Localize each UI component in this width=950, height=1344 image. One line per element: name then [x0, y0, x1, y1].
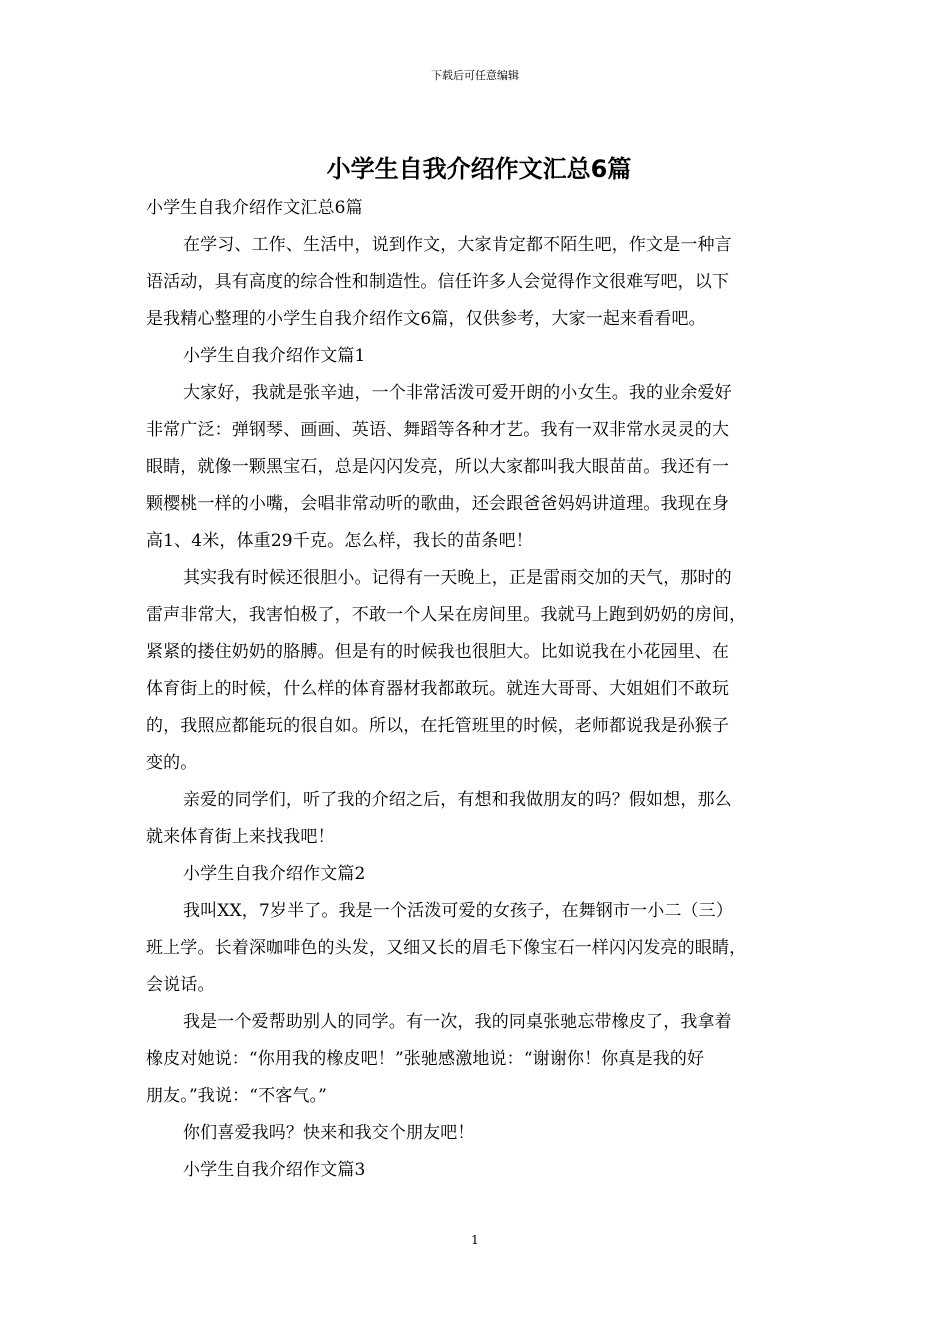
- paragraph-line: 我是一个爱帮助别人的同学。有一次，我的同桌张驰忘带橡皮了，我拿着: [183, 1012, 732, 1032]
- paragraph-line: 在学习、工作、生活中，说到作文，大家肯定都不陌生吧，作文是一种言: [183, 235, 732, 255]
- paragraph-line: 是我精心整理的小学生自我介绍作文6篇，仅供参考，大家一起来看看吧。: [146, 309, 706, 329]
- subtitle-line: 小学生自我介绍作文汇总6篇: [146, 198, 363, 218]
- document-title: 小学生自我介绍作文汇总6篇: [326, 155, 632, 183]
- paragraph-line: 眼睛，就像一颗黑宝石，总是闪闪发亮，所以大家都叫我大眼苗苗。我还有一: [146, 457, 730, 477]
- paragraph-line: 体育街上的时候，什么样的体育器材我都敢玩。就连大哥哥、大姐姐们不敢玩: [146, 679, 730, 699]
- paragraph-line: 其实我有时候还很胆小。记得有一天晚上，正是雷雨交加的天气，那时的: [183, 568, 732, 588]
- page-number: 1: [471, 1233, 479, 1247]
- paragraph-line: 班上学。长着深咖啡色的头发，又细又长的眉毛下像宝石一样闪闪发亮的眼睛，: [146, 938, 747, 958]
- paragraph-line: 变的。: [146, 753, 198, 773]
- paragraph-line: 紧紧的搂住奶奶的胳膊。但是有的时候我也很胆大。比如说我在小花园里、在: [146, 642, 730, 662]
- paragraph-line: 高1、4米，体重29千克。怎么样，我长的苗条吧！: [146, 531, 533, 551]
- paragraph-line: 的，我照应都能玩的很自如。所以，在托管班里的时候，老师都说我是孙猴子: [146, 716, 730, 736]
- paragraph-line: 雷声非常大，我害怕极了，不敢一个人呆在房间里。我就马上跑到奶奶的房间，: [146, 605, 747, 625]
- paragraph-line: 亲爱的同学们，听了我的介绍之后，有想和我做朋友的吗？假如想，那么: [183, 790, 732, 810]
- section-heading: 小学生自我介绍作文篇3: [183, 1160, 366, 1180]
- paragraph-line: 颗樱桃一样的小嘴，会唱非常动听的歌曲，还会跟爸爸妈妈讲道理。我现在身: [146, 494, 730, 514]
- paragraph-line: 你们喜爱我吗？快来和我交个朋友吧！: [183, 1123, 475, 1143]
- paragraph-line: 大家好，我就是张辛迪，一个非常活泼可爱开朗的小女生。我的业余爱好: [183, 383, 732, 403]
- paragraph-line: 我叫XX，7岁半了。我是一个活泼可爱的女孩子，在舞钢市一小二（三）: [183, 901, 733, 921]
- paragraph-line: 橡皮对她说：“你用我的橡皮吧！”张驰感激地说：“谢谢你！你真是我的好: [146, 1049, 705, 1069]
- paragraph-line: 非常广泛：弹钢琴、画画、英语、舞蹈等各种才艺。我有一双非常水灵灵的大: [146, 420, 730, 440]
- document-body: [146, 150, 812, 1189]
- paragraph-line: 就来体育街上来找我吧！: [146, 827, 335, 847]
- paragraph-line: 会说话。: [146, 975, 215, 995]
- paragraph-line: 语活动，具有高度的综合性和制造性。信任许多人会觉得作文很难写吧，以下: [146, 272, 730, 292]
- section-heading: 小学生自我介绍作文篇1: [183, 346, 366, 366]
- paragraph-line: 朋友。”我说：“不客气。”: [146, 1086, 328, 1106]
- section-heading: 小学生自我介绍作文篇2: [183, 864, 366, 884]
- page-header: 下载后可任意编辑: [431, 69, 519, 82]
